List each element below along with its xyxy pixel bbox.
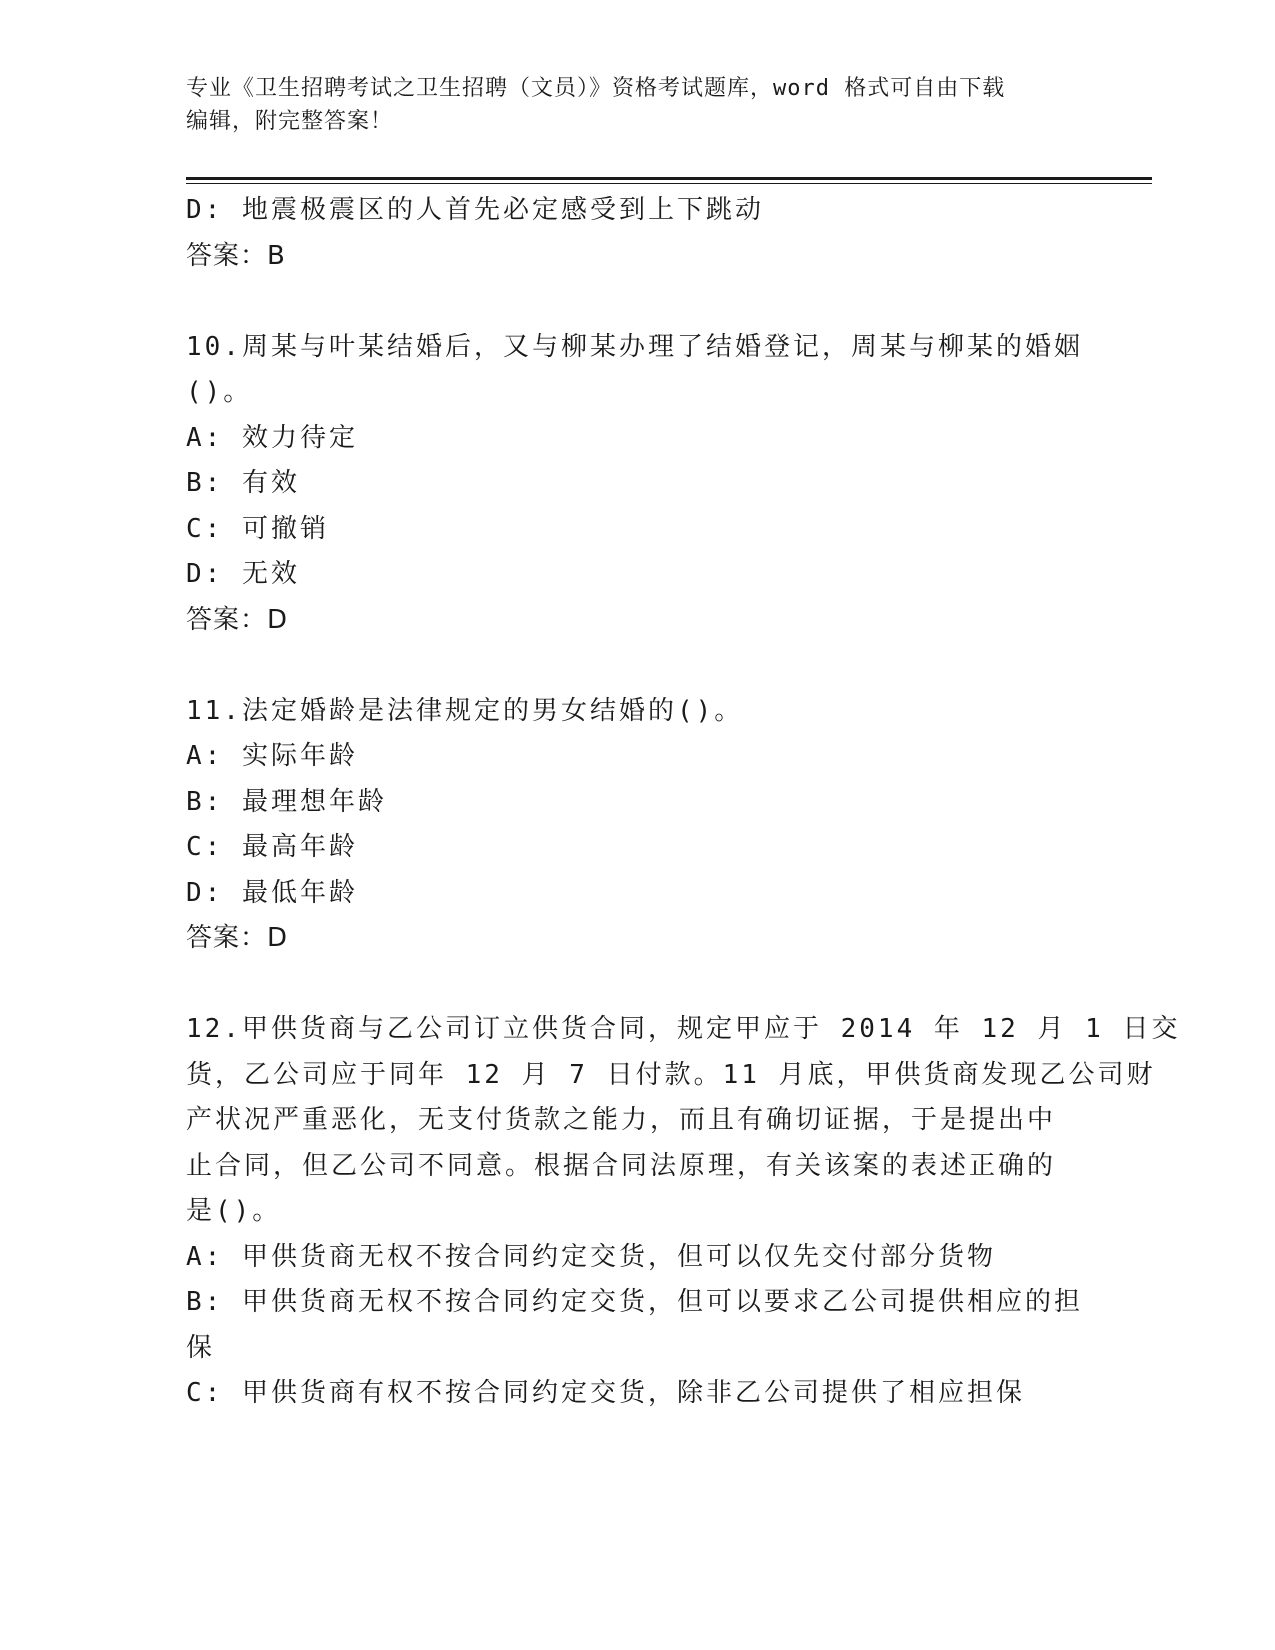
question-stem: 止合同，但乙公司不同意。根据合同法原理，有关该案的表述正确的 (186, 1150, 1057, 1181)
option-d: D: 无效 (186, 559, 300, 589)
option-d: D: 地震极震区的人首先必定感受到上下跳动 (186, 195, 764, 225)
option-b-continued: 保 (186, 1332, 216, 1363)
question-10 (186, 325, 1086, 644)
previous-question-tail (186, 188, 1086, 279)
question-11 (186, 689, 1086, 962)
spacer (186, 643, 1086, 689)
option-d: D: 最低年龄 (186, 877, 358, 908)
option-a: A: 效力待定 (186, 422, 358, 453)
option-b: B: 最理想年龄 (186, 786, 387, 817)
document-header (186, 72, 1066, 138)
option-a: A: 实际年龄 (186, 741, 358, 771)
spacer (186, 962, 1086, 1008)
option-b: B: 甲供货商无权不按合同约定交货，但可以要求乙公司提供相应的担 (186, 1287, 1083, 1317)
question-stem: ()。 (186, 377, 253, 407)
header-rule-thick (186, 177, 1152, 180)
spacer (186, 279, 1086, 325)
option-b: B: 有效 (186, 468, 300, 498)
question-stem: 是()。 (186, 1196, 282, 1226)
question-12 (186, 1007, 1181, 1417)
question-stem: 10.周某与叶某结婚后，又与柳某办理了结婚登记，周某与柳某的婚姻 (186, 331, 1083, 362)
answer: 答案：D (186, 923, 289, 953)
header-rule-thin (186, 183, 1152, 184)
question-stem: 产状况严重恶化，无支付货款之能力，而且有确切证据，于是提出中 (186, 1105, 1057, 1135)
option-c: C: 最高年龄 (186, 832, 358, 862)
option-c: C: 甲供货商有权不按合同约定交货，除非乙公司提供了相应担保 (186, 1378, 1025, 1408)
answer: 答案：D (186, 604, 289, 635)
question-content (186, 188, 1181, 1417)
question-stem: 11.法定婚龄是法律规定的男女结婚的()。 (186, 695, 744, 726)
answer: 答案：B (186, 240, 286, 271)
option-a: A: 甲供货商无权不按合同约定交货，但可以仅先交付部分货物 (186, 1241, 996, 1272)
header-line-1: 专业《卫生招聘考试之卫生招聘（文员）》资格考试题库，word 格式可自由下载 (186, 76, 1006, 101)
header-line-2: 编辑，附完整答案！ (186, 109, 394, 134)
question-stem: 货，乙公司应于同年 12 月 7 日付款。11 月底，甲供货商发现乙公司财 (186, 1059, 1156, 1090)
question-stem: 12.甲供货商与乙公司订立供货合同，规定甲应于 2014 年 12 月 1 日交 (186, 1014, 1181, 1044)
option-c: C: 可撤销 (186, 513, 329, 544)
